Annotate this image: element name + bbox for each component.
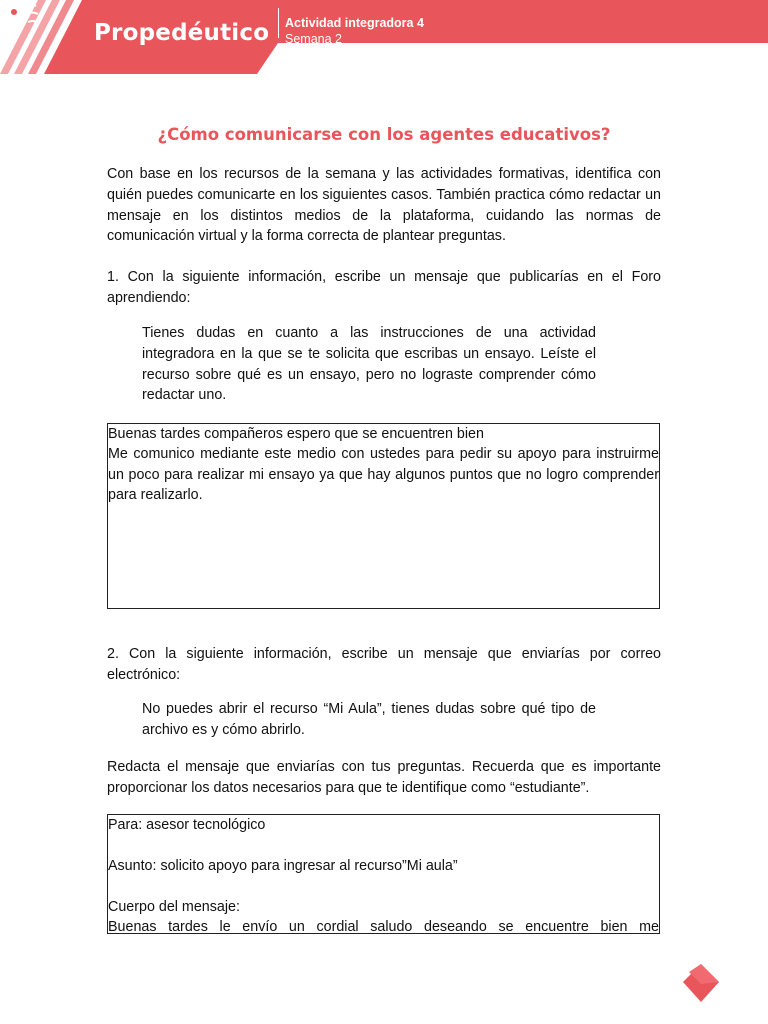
email-subject: Asunto: solicito apoyo para ingresar al recurso”Mi aula” xyxy=(108,857,458,874)
answer-1-body: Me comunico mediante este medio con ustedes para pedir su apoyo para instruirme un poco para realizar mi ensayo ya que hay algunos puntos que no logro comprender para realizarlo. xyxy=(108,446,659,504)
brand-title: Propedéutico xyxy=(94,20,270,46)
answer-box-2 xyxy=(107,814,660,934)
question-2-prompt: 2. Con la siguiente información, escribe un mensaje que enviarías por correo electrónico: xyxy=(107,646,661,683)
email-to: Para: asesor tecnológico xyxy=(108,817,266,833)
week-label: Semana 2 xyxy=(285,32,342,46)
page-title: ¿Cómo comunicarse con los agentes educativos? xyxy=(157,125,611,144)
question-2-instruction: Redacta el mensaje que enviarías con tus preguntas. Recuerda que es importante proporcionar los datos necesarios para que te identifique como “estudiante”. xyxy=(107,759,661,796)
answer-1-greeting: Buenas tardes compañeros espero que se encuentren bien xyxy=(108,426,484,442)
email-body-label: Cuerpo del mensaje: xyxy=(108,898,240,915)
intro-paragraph: Con base en los recursos de la semana y las actividades formativas, identifica con quién puedes comunicarte en los siguientes casos. También practica cómo redactar un mensaje en los distintos medios de la plataforma, cuidando las normas de comunicación virtual y la forma correcta de plantear preguntas. xyxy=(107,166,661,245)
prepa-en-linea-sep-logo xyxy=(0,0,42,32)
question-1-prompt: 1. Con la siguiente información, escribe un mensaje que publicarías en el Foro aprendiendo: xyxy=(107,269,661,306)
activity-label: Actividad integradora 4 xyxy=(285,16,424,30)
header-divider xyxy=(278,8,279,38)
footer-diamond-icon xyxy=(683,964,719,1002)
answer-box-1 xyxy=(107,423,660,609)
question-1-scenario: Tienes dudas en cuanto a las instrucciones de una actividad integradora en la que se te solicita que escribas un ensayo. Leíste el recurso sobre qué es un ensayo, pero no lograste comprender cómo redactar uno. xyxy=(142,325,596,404)
question-2-scenario: No puedes abrir el recurso “Mi Aula”, tienes dudas sobre qué tipo de archivo es y cómo abrirlo. xyxy=(142,701,596,738)
email-body-text: Buenas tardes le envío un cordial saludo deseando se encuentre bien me xyxy=(108,919,659,934)
header-banner xyxy=(0,0,768,74)
